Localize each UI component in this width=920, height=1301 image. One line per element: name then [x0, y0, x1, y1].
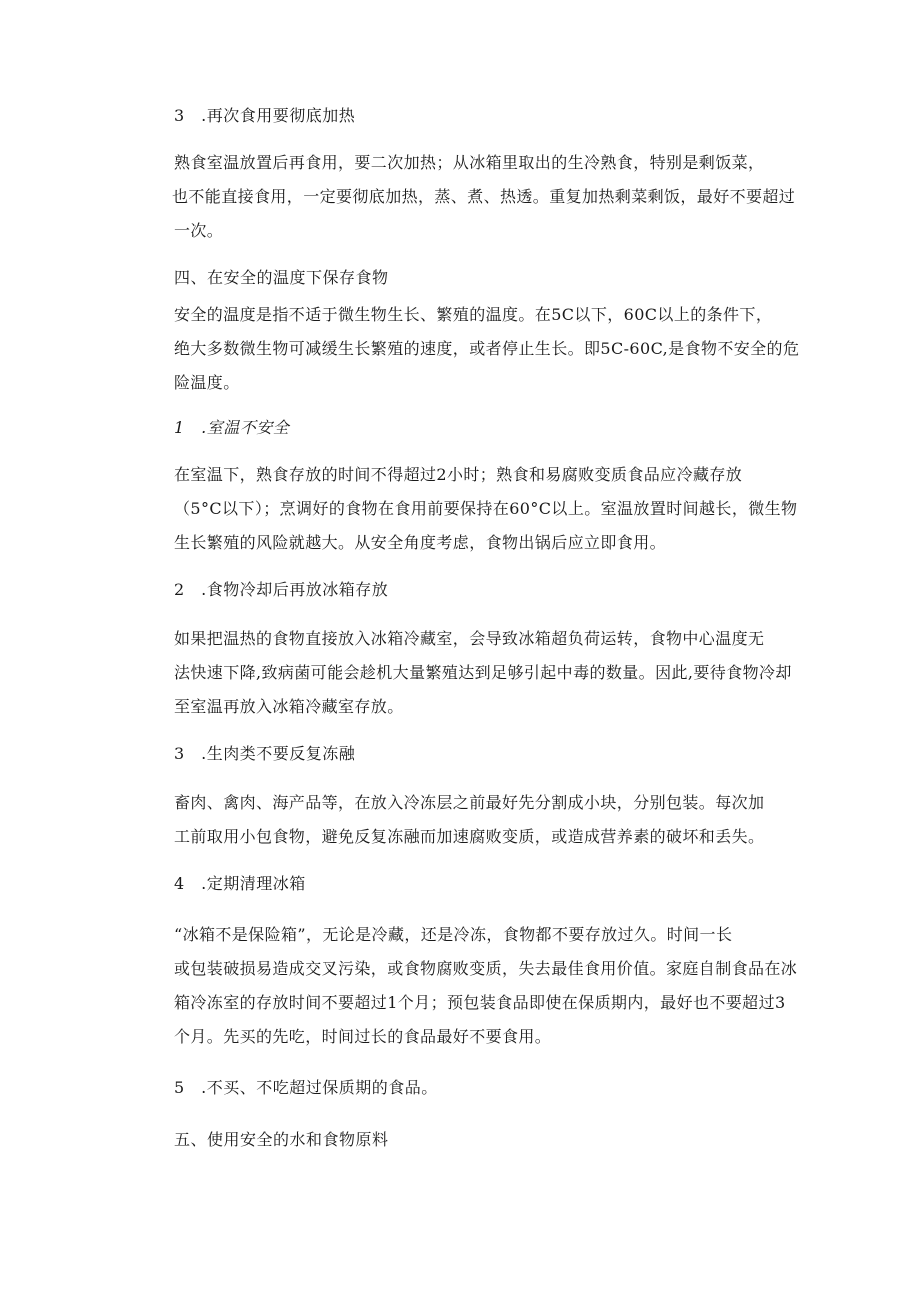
text-line: 生长繁殖的风险就越大。从安全角度考虑，食物出锅后应立即食用。: [174, 533, 667, 552]
text-line: 畜肉、禽肉、海产品等，在放入冷冻层之前最好先分割成小块，分别包装。每次加: [174, 793, 765, 812]
section-heading-cool-first: 2 .食物冷却后再放冰箱存放: [174, 580, 389, 599]
text-line: 法快速下降,致病菌可能会趁机大量繁殖达到足够引起中毒的数量。因此,要待食物冷却: [174, 663, 792, 682]
text-line: 个月。先买的先吃，时间过长的食品最好不要食用。: [174, 1027, 552, 1046]
text-line: 也不能直接食用，一定要彻底加热，蒸、煮、热透。重复加热剩菜剩饭，最好不要超过: [172, 187, 796, 206]
text-line: 安全的温度是指不适于微生物生长、繁殖的温度。在5C以下，60C以上的条件下，: [174, 305, 773, 324]
text-line: 至室温再放入冰箱冷藏室存放。: [174, 697, 404, 716]
paragraph-room-temp: [174, 458, 798, 560]
section-heading-expiry: 5 .不买、不吃超过保质期的食品。: [174, 1078, 438, 1097]
section-heading-safe-temperature: 四、在安全的温度下保存食物: [174, 268, 389, 287]
paragraph-reheat: [172, 146, 796, 248]
section-heading-reheat: 3 .再次食用要彻底加热: [174, 106, 356, 125]
paragraph-cool-first: [174, 622, 792, 724]
text-line: 箱冷冻室的存放时间不要超过1个月；预包装食品即使在保质期内，最好也不要超过3: [174, 993, 786, 1012]
text-line: 绝大多数微生物可减缓生长繁殖的速度，或者停止生长。即5C-60C,是食物不安全的危: [174, 339, 800, 358]
section-heading-freeze-thaw: 3 .生肉类不要反复冻融: [174, 744, 356, 763]
section-heading-clean-fridge: 4 .定期清理冰箱: [174, 874, 306, 893]
section-heading-room-temp: 1 .室温不安全: [174, 418, 290, 437]
text-line: “冰箱不是保险箱”，无论是冷藏，还是冷冻，食物都不要存放过久。时间一长: [174, 925, 733, 944]
paragraph-safe-temperature: [174, 298, 800, 400]
text-line: 在室温下，熟食存放的时间不得超过2小时；熟食和易腐败变质食品应冷藏存放: [174, 465, 743, 484]
text-line: （5°C以下）；烹调好的食物在食用前要保持在60°C以上。室温放置时间越长，微生物: [174, 499, 798, 518]
section-heading-safe-water: 五、使用安全的水和食物原料: [174, 1130, 389, 1149]
text-line: 或包装破损易造成交叉污染，或食物腐败变质，失去最佳食用价值。家庭自制食品在冰: [174, 959, 798, 978]
paragraph-freeze-thaw: [174, 786, 792, 854]
text-line: 险温度。: [174, 373, 240, 392]
text-line: 一次。: [174, 221, 224, 240]
paragraph-clean-fridge: [174, 918, 798, 1054]
text-line: 如果把温热的食物直接放入冰箱冷藏室，会导致冰箱超负荷运转，食物中心温度无: [174, 629, 765, 648]
text-line: 工前取用小包食物，避免反复冻融而加速腐败变质，或造成营养素的破坏和丢失。: [174, 827, 765, 846]
text-line: 熟食室温放置后再食用，要二次加热；从冰箱里取出的生冷熟食，特别是剩饭菜，: [174, 153, 765, 172]
